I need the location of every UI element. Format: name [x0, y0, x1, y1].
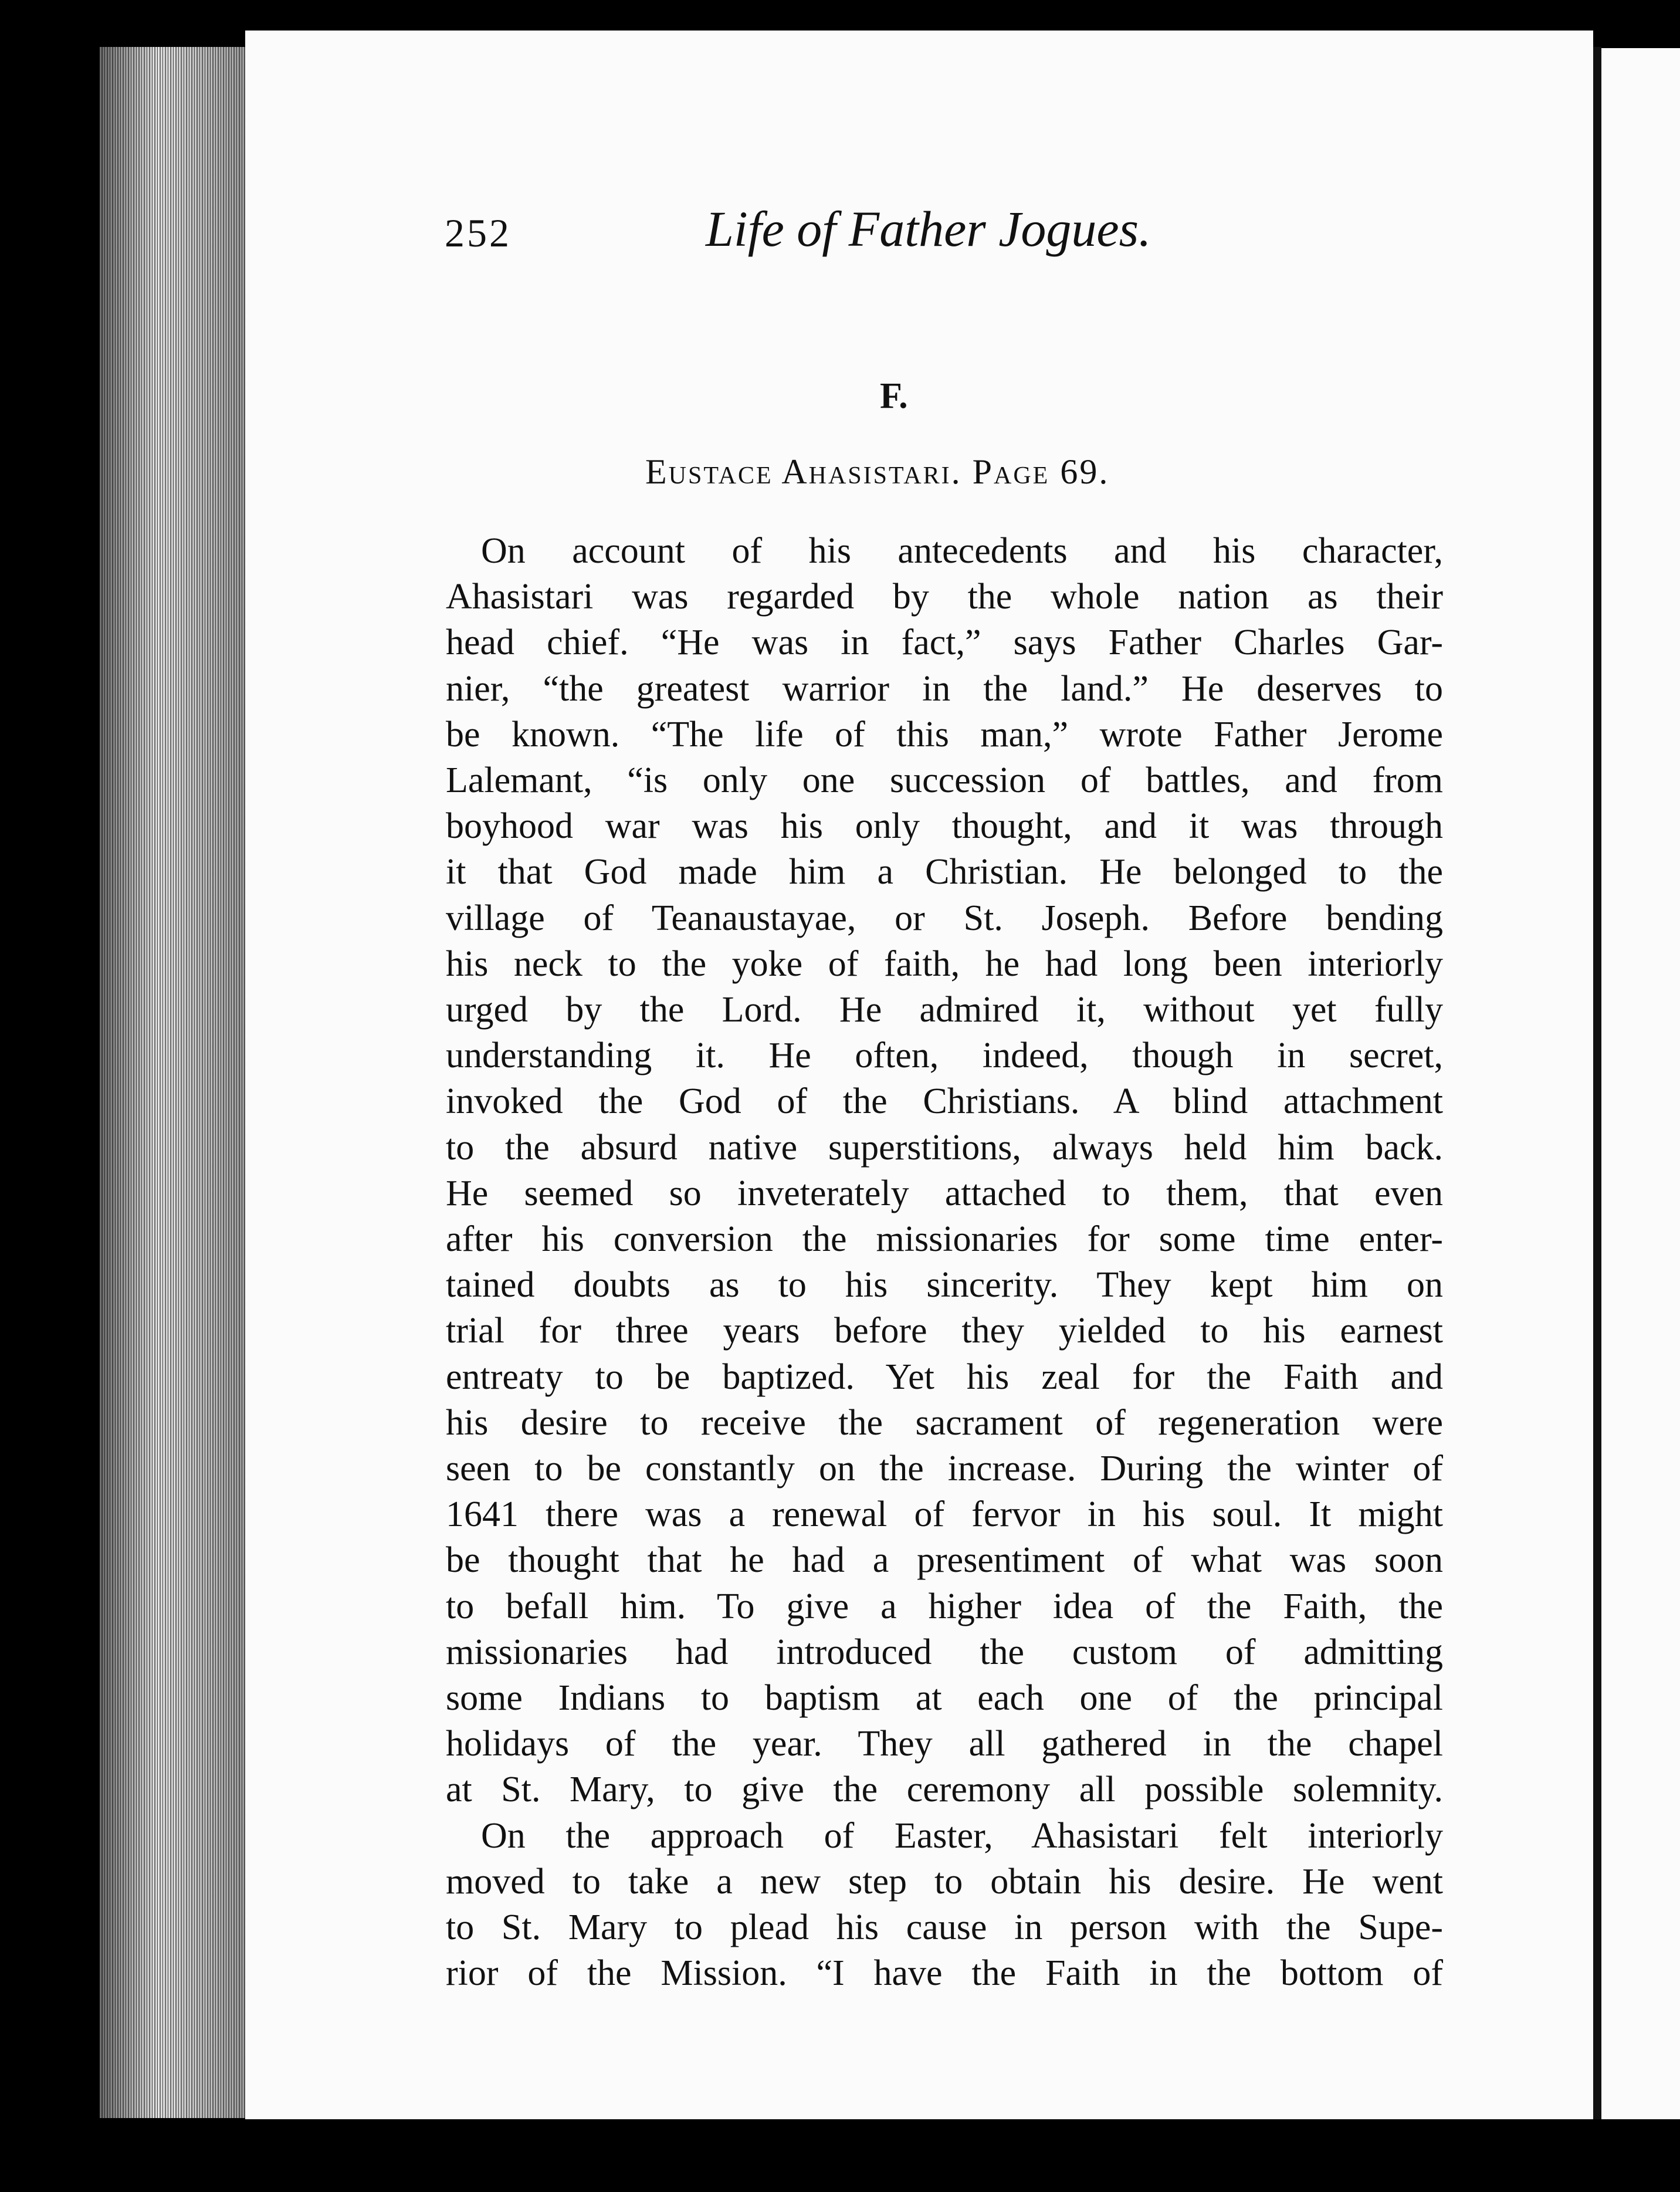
text-line: Ahasistari was regarded by the whole nation as their [446, 577, 1443, 617]
text-line: be known. “The life of this man,” wrote Father Jerome [446, 714, 1443, 755]
text-line: entreaty to be baptized. Yet his zeal for the Faith and [446, 1357, 1443, 1397]
text-line: understanding it. He often, indeed, though in secret, [446, 1036, 1443, 1076]
text-line: it that God made him a Christian. He belonged to the [446, 852, 1443, 892]
text-line: tained doubts as to his sincerity. They kept him on [446, 1265, 1443, 1305]
text-line: to befall him. To give a higher idea of the Faith, the [446, 1586, 1443, 1626]
text-line: He seemed so inveterately attached to them, that even [446, 1173, 1443, 1213]
section-heading: Eustace Ahasistari. Page 69. [645, 452, 1110, 491]
text-line: to the absurd native superstitions, always held him back. [446, 1127, 1443, 1168]
text-line: to St. Mary to plead his cause in person with the Supe- [446, 1907, 1443, 1948]
text-line: his desire to receive the sacrament of regeneration were [446, 1402, 1443, 1443]
text-line: his neck to the yoke of faith, he had long been interiorly [446, 943, 1443, 984]
text-line: On the approach of Easter, Ahasistari felt interiorly [481, 1815, 1443, 1856]
page-edge-shadow [100, 47, 246, 2118]
text-line: trial for three years before they yielded to his earnest [446, 1311, 1443, 1351]
text-line: holidays of the year. They all gathered in the chapel [446, 1724, 1443, 1764]
gutter-shadow [1593, 47, 1601, 2119]
running-title: Life of Father Jogues. [706, 201, 1151, 257]
text-line: urged by the Lord. He admired it, without yet fully [446, 990, 1443, 1030]
text-line: rior of the Mission. “I have the Faith in the bottom of [446, 1953, 1443, 1994]
facing-page-edge [1601, 48, 1680, 2119]
text-line: at St. Mary, to give the ceremony all possible solemnity. [446, 1770, 1443, 1810]
text-line: after his conversion the missionaries for some time enter- [446, 1219, 1443, 1260]
page-header [445, 199, 1172, 270]
text-line: invoked the God of the Christians. A blind attachment [446, 1081, 1443, 1122]
text-line: 1641 there was a renewal of fervor in his soul. It might [446, 1494, 1443, 1535]
page-number: 252 [445, 211, 512, 255]
paragraph-2 [446, 1813, 1443, 1997]
text-line: missionaries had introduced the custom of admitting [446, 1632, 1443, 1672]
text-line: Lalemant, “is only one succession of battles, and from [446, 760, 1443, 801]
text-line: village of Teanaustayae, or St. Joseph. Before bending [446, 898, 1443, 938]
body-text [446, 528, 1443, 1997]
text-line: nier, “the greatest warrior in the land.” He deserves to [446, 668, 1443, 709]
text-line: be thought that he had a presentiment of what was soon [446, 1540, 1443, 1581]
paragraph-1 [446, 528, 1443, 1813]
text-line: boyhood war was his only thought, and it was through [446, 806, 1443, 847]
text-line: moved to take a new step to obtain his desire. He went [446, 1861, 1443, 1902]
text-line: head chief. “He was in fact,” says Father Charles Gar- [446, 623, 1443, 663]
text-line: On account of his antecedents and his character, [481, 531, 1443, 571]
text-line: some Indians to baptism at each one of the principal [446, 1678, 1443, 1719]
appendix-letter: F. [880, 376, 908, 416]
text-line: seen to be constantly on the increase. During the winter of [446, 1449, 1443, 1489]
